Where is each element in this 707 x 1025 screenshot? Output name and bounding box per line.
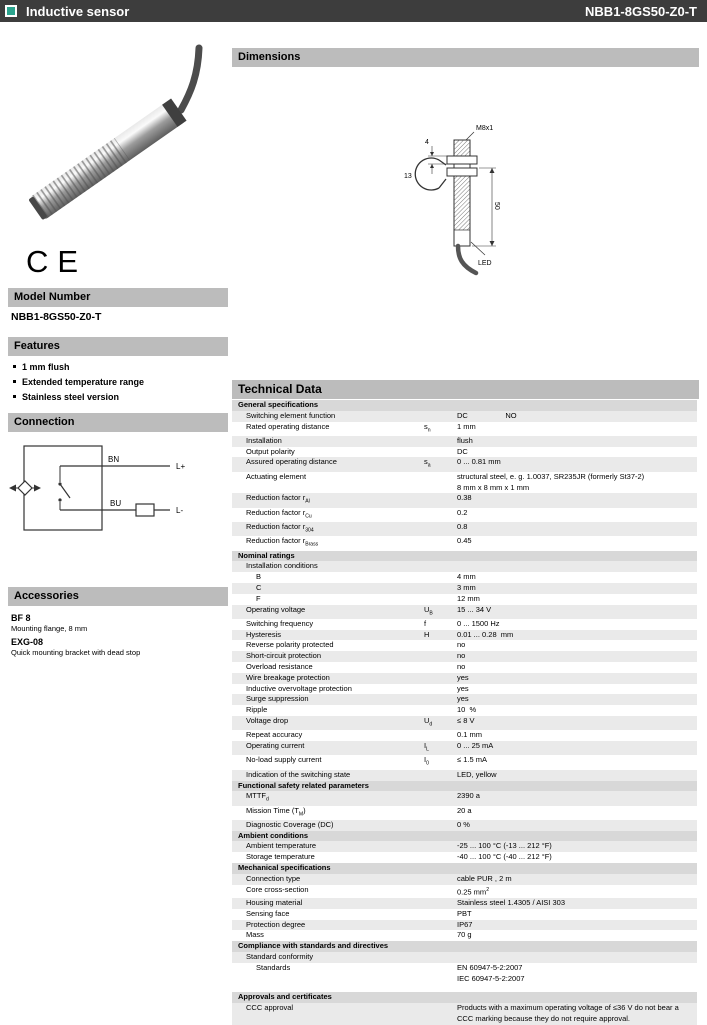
spec-symbol [424,447,457,458]
features-bar [8,337,228,356]
feature-text: 1 mm flush [22,361,70,372]
feature-text: Stainless steel version [22,391,120,402]
spec-symbol [424,920,457,931]
spec-label: Reduction factor $r_{304}$ [246,521,314,534]
spec-label: Assured operating distance [246,457,337,467]
accessory-description: Quick mounting bracket with dead stop [11,648,141,657]
spec-label: Sensing face [246,908,290,918]
table-row [232,583,697,594]
accessory-name: EXG-08 [11,637,44,647]
spec-symbol [424,841,457,852]
spec-value: 0 ... 1500 Hz [457,618,500,628]
section-title: Functional safety related parameters [238,780,369,790]
tech-table [232,400,697,1025]
spec-value: 0.8 [457,521,468,531]
table-row [232,572,697,583]
product-photo [8,40,228,245]
table-section-header [232,781,697,792]
spec-value: DC [457,446,468,456]
top-header [0,0,707,22]
spec-symbol [424,909,457,920]
spec-label: Standards [256,962,291,972]
spec-label: Switching element function [246,410,336,420]
section-title: Ambient conditions [238,830,308,840]
model-number-value: NBB1-8GS50-Z0-T [11,311,102,323]
spec-label: Switching frequency [246,618,314,628]
terminal-label-lminus: L- [176,506,184,515]
dimension-schematic [392,118,562,313]
spec-symbol [424,493,457,507]
spec-value: no [457,662,466,672]
accessory-description: Mounting flange, 8 mm [11,624,88,633]
spec-symbol [424,898,457,909]
spec-label: F [256,593,261,603]
spec-label: Reduction factor $r_{Brass}$ [246,536,319,548]
table-section-header [232,992,697,1003]
spec-label: Mission Time $(T_M)$ [246,805,306,818]
features-bar-label: Features [14,340,60,352]
spec-symbol: f [424,618,427,628]
table-row [232,630,697,641]
spec-symbol: H [424,629,430,639]
spec-label: Ambient temperature [246,841,317,851]
table-row [232,770,697,781]
spec-symbol [424,583,457,594]
spec-symbol [424,930,457,941]
accessories-list [11,609,225,657]
table-row [232,619,697,630]
spec-symbol [424,673,457,684]
dimensions-bar [232,48,699,67]
table-row [232,841,697,852]
spec-value: IP67 [457,919,473,929]
table-row [232,705,697,716]
feature-item [13,389,225,404]
spec-value [457,952,697,963]
dimension-drawing [392,118,562,313]
bullet-icon [13,380,16,383]
spec-label: Operating current [246,741,305,751]
spec-value: -40 ... 100 °C (-40 ... 212 °F) [457,852,552,862]
section-title: Mechanical specifications [238,863,331,873]
spec-label: Output polarity [246,446,295,456]
spec-symbol [424,411,457,422]
nut-lower [447,168,477,176]
spec-value: no [457,640,466,650]
table-row [232,755,697,769]
spec-label: Standard conformity [246,951,314,961]
spec-label: Mass [246,930,264,940]
technical-data-bar-label: Technical Data [238,382,322,396]
spec-value: 12 mm [457,593,480,603]
wire-label-bn: BN [108,455,120,464]
spec-label: Core cross-section [246,884,309,894]
table-row [232,684,697,695]
table-row [232,952,697,963]
spec-label: Housing material [246,897,303,907]
connection-bar [8,413,228,432]
spec-symbol [424,536,457,550]
connection-diagram [8,436,223,551]
spec-label: Repeat accuracy [246,730,303,740]
spec-value: LED, yellow [457,769,497,779]
bullet-icon [13,365,16,368]
spec-value: 3 mm [457,582,476,592]
spec-label: Protection degree [246,919,306,929]
feature-text: Extended temperature range [22,376,145,387]
spec-value: ≤ 8 V [457,716,475,726]
spec-label: Inductive overvoltage protection [246,683,352,693]
table-row [232,1003,697,1025]
spec-value: 2390 a [457,791,480,801]
brand-icon [5,5,17,17]
spec-value: yes [457,672,469,682]
spec-value: -25 ... 100 °C (-13 ... 212 °F) [457,841,552,851]
spec-symbol [424,852,457,863]
spec-value: DC NO [457,410,517,420]
spec-symbol [424,1003,457,1025]
dim-50-label: 50 [493,202,500,210]
table-row [232,605,697,619]
spec-value: 0 % [457,819,470,829]
table-row [232,673,697,684]
table-row [232,716,697,730]
table-row [232,662,697,673]
spec-label: Operating voltage [246,604,306,614]
bullet-icon [13,395,16,398]
section-title: Approvals and certificates [238,992,332,1002]
technical-data-bar [232,380,699,399]
spec-symbol: $U_d$ [424,716,433,728]
table-row [232,920,697,931]
table-row [232,422,697,436]
spec-symbol [424,594,457,605]
spec-value: 0.38 [457,493,472,503]
table-row [232,411,697,422]
thread-label: M8x1 [476,125,494,132]
connection-schematic [8,436,223,548]
table-row [232,640,697,651]
spec-label: Voltage drop [246,716,289,726]
table-row [232,791,697,805]
spec-label: No-load supply current [246,755,322,765]
spec-value: 15 ... 34 V [457,604,492,614]
spec-value [457,561,697,572]
table-row [232,898,697,909]
nut-upper [447,156,477,164]
spec-label: B [256,572,262,582]
spec-value: PBT [457,908,472,918]
table-row [232,852,697,863]
spec-symbol: $s_a$ [424,457,431,469]
table-gap [232,984,697,992]
sensor-cable [181,48,199,110]
sensor-barrel [28,98,187,220]
spec-symbol [424,436,457,447]
accessory-name: BF 8 [11,613,31,623]
dim-13-label: 13 [404,173,412,180]
spec-label: Connection type [246,873,301,883]
spec-symbol [424,694,457,705]
header-model-number: NBB1-8GS50-Z0-T [585,3,697,19]
spec-symbol [424,640,457,651]
spec-symbol: $s_n$ [424,421,431,434]
sensor-photo-illustration [8,40,228,245]
spec-label: Reverse polarity protected [246,640,334,650]
spec-value: EN 60947-5-2:2007 IEC 60947-5-2:2007 [457,962,525,983]
spec-value: 0.1 mm [457,730,483,740]
spec-label: CCC approval [246,1003,294,1013]
spec-value: 0.2 [457,507,468,517]
table-row [232,741,697,755]
spec-symbol [424,651,457,662]
spec-label: Installation [246,435,282,445]
spec-value: no [457,651,466,661]
spec-label: $MTTF_d$ [246,791,269,803]
wire-label-bu: BU [110,499,122,508]
table-row [232,447,697,458]
model-number-bar-label: Model Number [14,291,91,303]
spec-symbol [424,770,457,781]
table-row [232,651,697,662]
spec-value: 70 g [457,930,472,940]
spec-label: Storage temperature [246,852,315,862]
spec-value: 20 a [457,805,472,815]
spec-symbol [424,572,457,583]
spec-symbol [424,885,457,898]
table-section-header [232,863,697,874]
feature-item [13,374,225,389]
table-row [232,508,697,522]
table-row [232,909,697,920]
table-section-header [232,400,697,411]
section-title: Nominal ratings [238,550,295,560]
spec-value: yes [457,683,469,693]
table-row [232,594,697,605]
table-row [232,694,697,705]
spec-label: Surge suppression [246,694,309,704]
spec-symbol: $I_0$ [424,755,429,767]
product-type-title: Inductive sensor [26,3,130,19]
table-row [232,436,697,447]
table-row [232,457,697,471]
connection-bar-label: Connection [14,416,75,428]
spec-symbol: $I_L$ [424,741,429,753]
spec-value: yes [457,694,469,704]
spec-value: structural steel, e. g. 1.0037, SR235JR (formerly St37-2) 8 mm x 8 mm x 1 mm [457,471,645,492]
spec-label: Actuating element [246,471,307,481]
section-title: General specifications [238,400,319,409]
cable-drawing [458,246,476,273]
spec-symbol [424,705,457,716]
spec-label: Wire breakage protection [246,672,330,682]
accessories-bar-label: Accessories [14,590,79,602]
spec-symbol [424,684,457,695]
table-row [232,472,697,494]
table-row [232,806,697,820]
spec-symbol [424,730,457,741]
spec-value: 0.01 ... 0.28 mm [457,629,514,639]
spec-value: 0 ... 0.81 mm [457,457,501,467]
spec-symbol [424,820,457,831]
spec-value: cable PUR , 2 m [457,873,512,883]
table-row [232,930,697,941]
features-list [13,359,225,404]
table-row [232,820,697,831]
feature-item [13,359,225,374]
accessories-bar [8,587,228,606]
spec-symbol [424,791,457,805]
table-row [232,536,697,550]
spec-symbol [424,874,457,885]
spec-label: Short-circuit protection [246,651,322,661]
spec-symbol [424,963,457,985]
table-section-header [232,831,697,842]
spec-value: 10 % [457,705,477,715]
ce-mark: CE [26,244,88,279]
table-row [232,522,697,536]
spec-label: Overload resistance [246,662,313,672]
spec-value: ≤ 1.5 mA [457,755,487,765]
table-section-header [232,551,697,562]
wrench-icon [415,158,439,190]
spec-label: Reduction factor $r_{Cu}$ [246,507,312,520]
arrow-left-icon [9,485,16,492]
spec-symbol [424,508,457,522]
table-row [232,885,697,898]
dim-4-label: 4 [425,139,429,146]
table-row [232,963,697,985]
table-row [232,493,697,507]
led-label: LED [478,260,492,267]
spec-value: Stainless steel 1.4305 / AISI 303 [457,897,565,907]
spec-label: Diagnostic Coverage (DC) [246,819,334,829]
spec-symbol [424,662,457,673]
spec-value: 0 ... 25 mA [457,741,494,751]
spec-label: C [256,582,262,592]
spec-value: 0.25 $mm^2$ [457,886,490,897]
spec-value: flush [457,435,473,445]
spec-symbol [424,522,457,536]
table-row [232,561,697,572]
spec-symbol: $U_B$ [424,604,433,617]
spec-label: Indication of the switching state [246,769,351,779]
spec-label: Installation conditions [246,561,318,571]
spec-value: Products with a maximum operating voltage of ≤36 V do not bear a CCC marking because they do not require approval. [457,1003,679,1023]
section-title: Compliance with standards and directives [238,941,389,951]
load-symbol [136,504,154,516]
model-number-bar [8,288,228,307]
dimensions-bar-label: Dimensions [238,51,301,63]
table-section-header [232,941,697,952]
spec-label: Reduction factor $r_{Al}$ [246,493,310,505]
spec-label: Hysteresis [246,629,282,639]
spec-value: 4 mm [457,572,476,582]
spec-label: Rated operating distance [246,421,330,431]
spec-symbol [424,561,457,572]
table-row [232,730,697,741]
spec-value: 0.45 [457,536,472,546]
spec-symbol [424,806,457,820]
spec-value: 1 mm [457,421,476,431]
spec-symbol [424,472,457,494]
table-row [232,874,697,885]
terminal-label-lplus: L+ [176,462,186,471]
spec-label: Ripple [246,705,268,715]
spec-symbol [424,952,457,963]
